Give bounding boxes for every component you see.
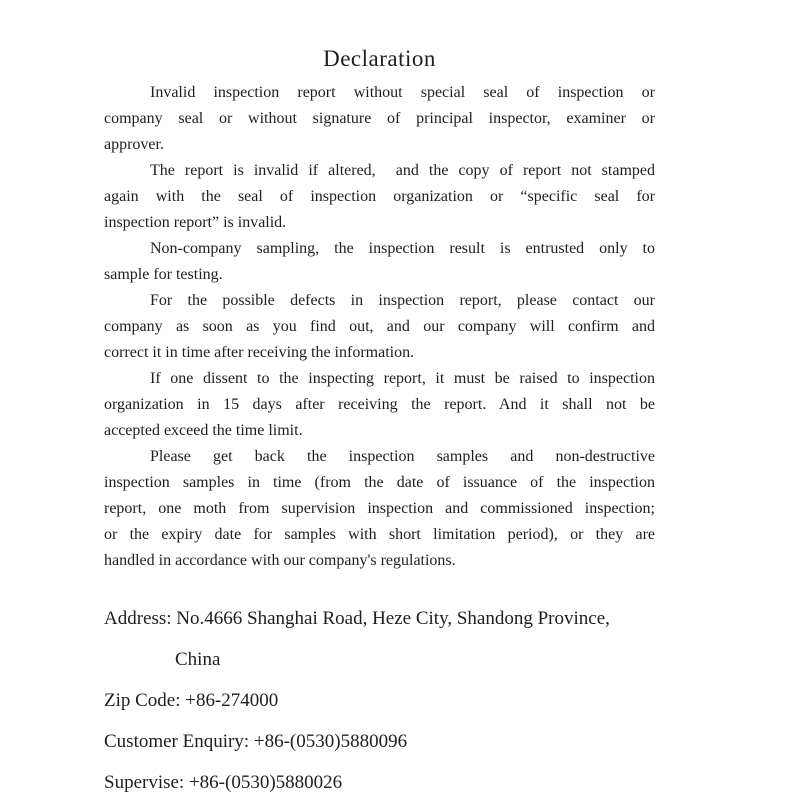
address-line: Address: No.4666 Shanghai Road, Heze City, Shandong Province, [104, 608, 610, 629]
paragraph-line: company seal or without signature of principal inspector, examiner or [104, 110, 655, 127]
paragraph-line: For the possible defects in inspection report, please contact our [150, 292, 655, 309]
address-line-continuation: China [175, 649, 221, 670]
paragraph-line: inspection report” is invalid. [104, 214, 287, 231]
paragraph-line: handled in accordance with our company's regulations. [104, 552, 456, 569]
supervise-line: Supervise: +86-(0530)5880026 [104, 772, 343, 793]
page-content [104, 0, 655, 800]
paragraph-line: correct it in time after receiving the information. [104, 344, 415, 361]
paragraph-line: report, one moth from supervision inspection and commissioned inspection; [104, 500, 655, 517]
paragraph-line: accepted exceed the time limit. [104, 422, 303, 439]
paragraph-line: or the expiry date for samples with short limitation period), or they are [104, 526, 655, 543]
customer-enquiry-line: Customer Enquiry: +86-(0530)5880096 [104, 731, 408, 752]
page-title: Declaration [323, 46, 436, 71]
paragraph-line: organization in 15 days after receiving the report. And it shall not be [104, 396, 655, 413]
paragraph-line: The report is invalid if altered, and the copy of report not stamped [150, 162, 655, 179]
zip-code-line: Zip Code: +86-274000 [104, 690, 279, 711]
paragraph-line: Non-company sampling, the inspection result is entrusted only to [150, 240, 655, 257]
paragraph-line: Please get back the inspection samples and non-destructive [150, 448, 655, 465]
paragraph-line: Invalid inspection report without special seal of inspection or [150, 84, 655, 101]
paragraph-line: again with the seal of inspection organization or “specific seal for [104, 188, 655, 205]
paragraph-line: If one dissent to the inspecting report, it must be raised to inspection [150, 370, 655, 387]
contact-info [104, 598, 655, 800]
paragraph-line: company as soon as you find out, and our company will confirm and [104, 318, 655, 335]
paragraph-line: sample for testing. [104, 266, 223, 283]
paragraph-line: approver. [104, 136, 164, 153]
paragraph-line: inspection samples in time (from the date of issuance of the inspection [104, 474, 655, 491]
declaration-body [104, 80, 655, 574]
